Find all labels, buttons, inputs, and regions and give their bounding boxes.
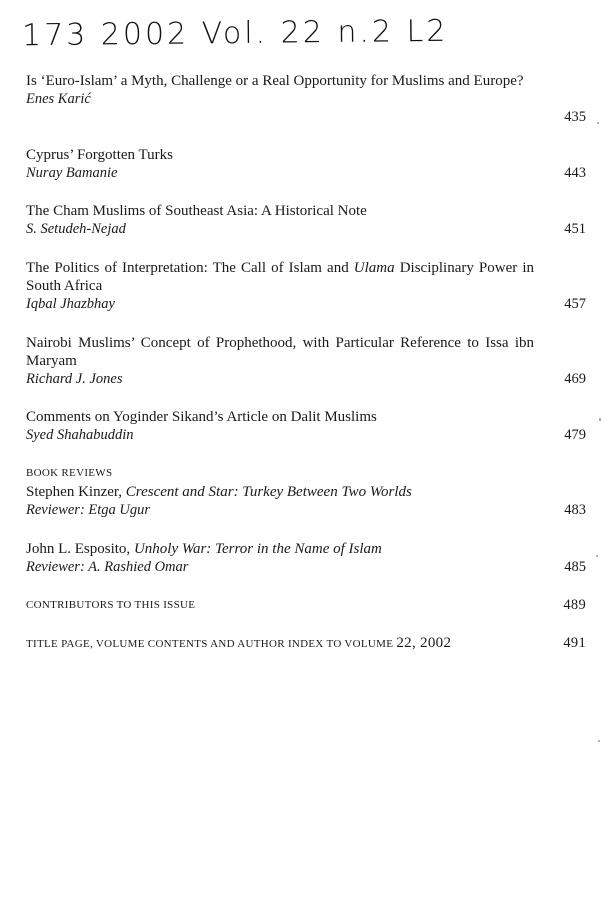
entry-author: Enes Karić: [26, 91, 91, 107]
entry-title: [26, 259, 534, 295]
book-reviews-heading: BOOK REVIEWS: [26, 467, 113, 479]
index-line: [26, 634, 586, 653]
review-book-title: Unholy War: Terror in the Name of Islam: [133, 541, 382, 557]
review-title: [26, 483, 534, 501]
index-volume: 22, 2002: [396, 635, 452, 651]
entry-page-number: 451: [564, 221, 586, 237]
review-reviewer: Reviewer: Etga Ugur: [26, 502, 151, 518]
entry-author: S. Setudeh-Nejad: [26, 221, 126, 237]
review-title: [26, 540, 534, 558]
scan-speck: [599, 418, 601, 421]
entry-title: The Cham Muslims of Southeast Asia: A Historical Note: [26, 203, 367, 219]
contributors-line: [26, 596, 586, 614]
toc-entry-4: [26, 259, 586, 313]
entry-title: Comments on Yoginder Sikand’s Article on Dalit Muslims: [26, 409, 377, 425]
review-entry-2: [26, 540, 586, 576]
review-book-author: Stephen Kinzer,: [26, 484, 126, 500]
entry-author: Nuray Bamanie: [26, 165, 118, 181]
scan-speck: [596, 555, 598, 557]
entry-title-part: The Politics of Interpretation: The Call of Islam and: [26, 260, 354, 276]
entry-title: Nairobi Muslims’ Concept of Prophethood, with Particular Reference to Issa ibn Maryam: [26, 335, 534, 369]
index-label: TITLE PAGE, VOLUME CONTENTS AND AUTHOR INDEX TO VOLUME: [26, 638, 397, 650]
toc-entry-1: [26, 72, 586, 125]
entry-page-number: 435: [564, 109, 586, 125]
review-page-number: 485: [564, 559, 586, 575]
review-reviewer: Reviewer: A. Rashied Omar: [26, 559, 189, 575]
contributors-label: CONTRIBUTORS TO THIS ISSUE: [26, 599, 196, 611]
toc-entry-3: [26, 202, 586, 238]
toc-entry-5: [26, 334, 586, 388]
entry-author: Richard J. Jones: [26, 371, 123, 387]
entry-title: Cyprus’ Forgotten Turks: [26, 147, 173, 163]
index-page-number: 491: [563, 635, 586, 651]
handwritten-note: 173 2002 Vol. 22 n.2 L2: [21, 13, 449, 54]
entry-author: Iqbal Jhazbhay: [26, 296, 115, 312]
review-page-number: 483: [564, 502, 586, 518]
entry-page-number: 443: [564, 165, 586, 181]
entry-author: Syed Shahabuddin: [26, 427, 134, 443]
contributors-page-number: 489: [563, 597, 586, 613]
scan-speck: [597, 122, 599, 124]
entry-page-number: 479: [564, 427, 586, 443]
review-book-author: John L. Esposito,: [26, 541, 134, 557]
entry-title: Is ‘Euro-Islam’ a Myth, Challenge or a Real Opportunity for Muslims and Europe?: [26, 73, 524, 89]
review-entry-1: [26, 483, 586, 519]
toc-entry-2: [26, 146, 586, 182]
entry-page-number: 469: [564, 371, 586, 387]
entry-page-number: 457: [564, 296, 586, 312]
entry-title-part: Disciplinary Power in South Africa: [26, 260, 534, 294]
toc-entry-6: [26, 408, 586, 444]
entry-title-italic: Ulama: [353, 260, 395, 276]
scan-speck: [598, 740, 600, 742]
review-book-title: Crescent and Star: Turkey Between Two Worlds: [125, 484, 412, 500]
